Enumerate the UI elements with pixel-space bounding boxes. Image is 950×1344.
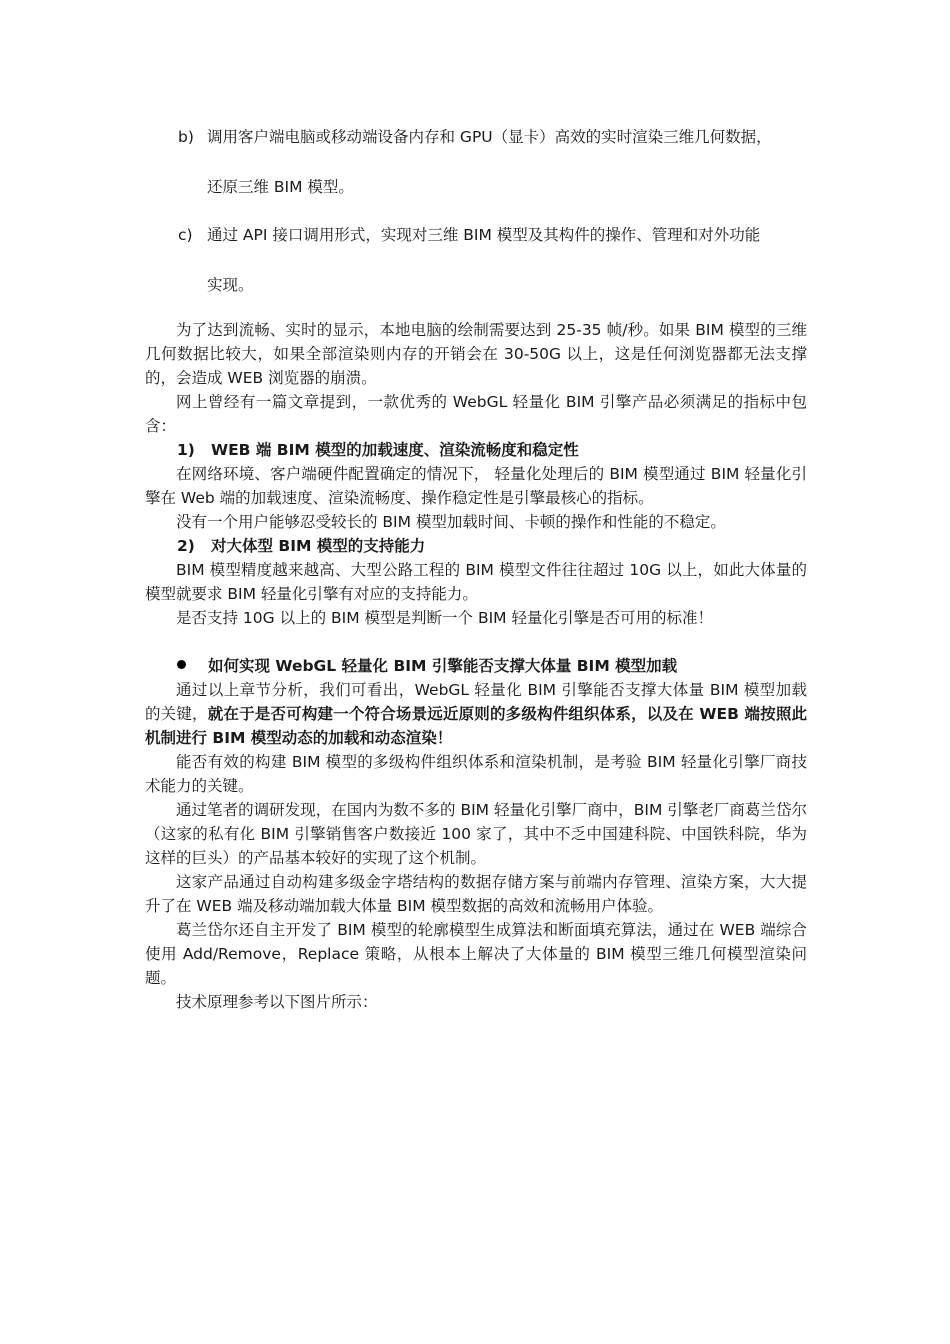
- list-marker: b): [178, 128, 194, 146]
- paragraph: 技术原理参考以下图片所示：: [176, 993, 378, 1011]
- paragraph-bold-text: 就在于是否可构建一个符合场景远近原则的多级构件组织体系，以及在 WEB 端按照此机制进行 BIM 模型动态的加载和动态渲染！: [145, 705, 807, 747]
- paragraph: 通过笔者的调研发现，在国内为数不多的 BIM 轻量化引擎厂商中，BIM 引擎老厂商葛兰岱尔（这家的私有化 BIM 引擎销售客户数接近 100 家了，其中不乏中国建科院、中国铁科院，华为这样的巨头）的产品基本较好的实现了这个机制。: [145, 801, 807, 867]
- paragraph: 网上曾经有一篇文章提到，一款优秀的 WebGL 轻量化 BIM 引擎产品必须满足的指标中包含：: [145, 393, 807, 435]
- paragraph: 葛兰岱尔还自主开发了 BIM 模型的轮廓模型生成算法和断面填充算法，通过在 WEB 端综合使用 Add/Remove，Replace 策略，从根本上解决了大体量的 BIM 模型三维几何模型渲染问题。: [145, 921, 807, 987]
- heading-text: 对大体型 BIM 模型的支持能力: [211, 537, 426, 555]
- paragraph: 是否支持 10G 以上的 BIM 模型是判断一个 BIM 轻量化引擎是否可用的标准！: [176, 609, 713, 627]
- heading-number: 1): [177, 441, 195, 459]
- paragraph: 在网络环境、客户端硬件配置确定的情况下， 轻量化处理后的 BIM 模型通过 BIM 轻量化引擎在 Web 端的加载速度、渲染流畅度、操作稳定性是引擎最核心的指标。: [145, 465, 807, 507]
- heading-text: WEB 端 BIM 模型的加载速度、渲染流畅度和稳定性: [211, 441, 579, 459]
- list-marker: c): [178, 226, 193, 244]
- paragraph: 没有一个用户能够忍受较长的 BIM 模型加载时间、卡顿的操作和性能的不稳定。: [176, 513, 726, 531]
- spacer: [145, 630, 807, 654]
- list-item-line: 还原三维 BIM 模型。: [207, 178, 354, 196]
- bullet-heading: [145, 654, 807, 678]
- list-item-line: 调用客户端电脑或移动端设备内存和 GPU（显卡）高效的实时渲染三维几何数据，: [207, 128, 772, 146]
- bullet-heading-text: 如何实现 WebGL 轻量化 BIM 引擎能否支撑大体量 BIM 模型加载: [208, 657, 678, 675]
- bullet-dot-icon: [177, 660, 186, 669]
- paragraph: 这家产品通过自动构建多级金字塔结构的数据存储方案与前端内存管理、渲染方案，大大提升了在 WEB 端及移动端加载大体量 BIM 模型数据的高效和流畅用户体验。: [145, 873, 807, 915]
- paragraph: BIM 模型精度越来越高、大型公路工程的 BIM 模型文件往往超过 10G 以上，如此大体量的模型就要求 BIM 轻量化引擎有对应的支持能力。: [145, 561, 807, 603]
- paragraph: [145, 678, 807, 750]
- paragraph: 能否有效的构建 BIM 模型的多级构件组织体系和渲染机制，是考验 BIM 轻量化引擎厂商技术能力的关键。: [145, 753, 807, 795]
- list-item-line: 实现。: [207, 276, 254, 294]
- list-item-line: 通过 API 接口调用形式，实现对三维 BIM 模型及其构件的操作、管理和对外功能: [207, 226, 761, 244]
- heading-number: 2): [177, 537, 195, 555]
- section-heading-1: [145, 438, 807, 462]
- section-heading-2: [145, 534, 807, 558]
- paragraph: 为了达到流畅、实时的显示，本地电脑的绘制需要达到 25-35 帧/秒。如果 BIM 模型的三维几何数据比较大，如果全部渲染则内存的开销会在 30-50G 以上，这是任何浏览器都无法支撑的，会造成 WEB 浏览器的崩溃。: [145, 321, 807, 387]
- document-body: [145, 318, 807, 1014]
- paragraph-normal-text: 通过以上章节分析，我们可看出，WebGL 轻量化 BIM 引擎能否支撑大体量 BIM 模型加载的关键，: [145, 681, 807, 723]
